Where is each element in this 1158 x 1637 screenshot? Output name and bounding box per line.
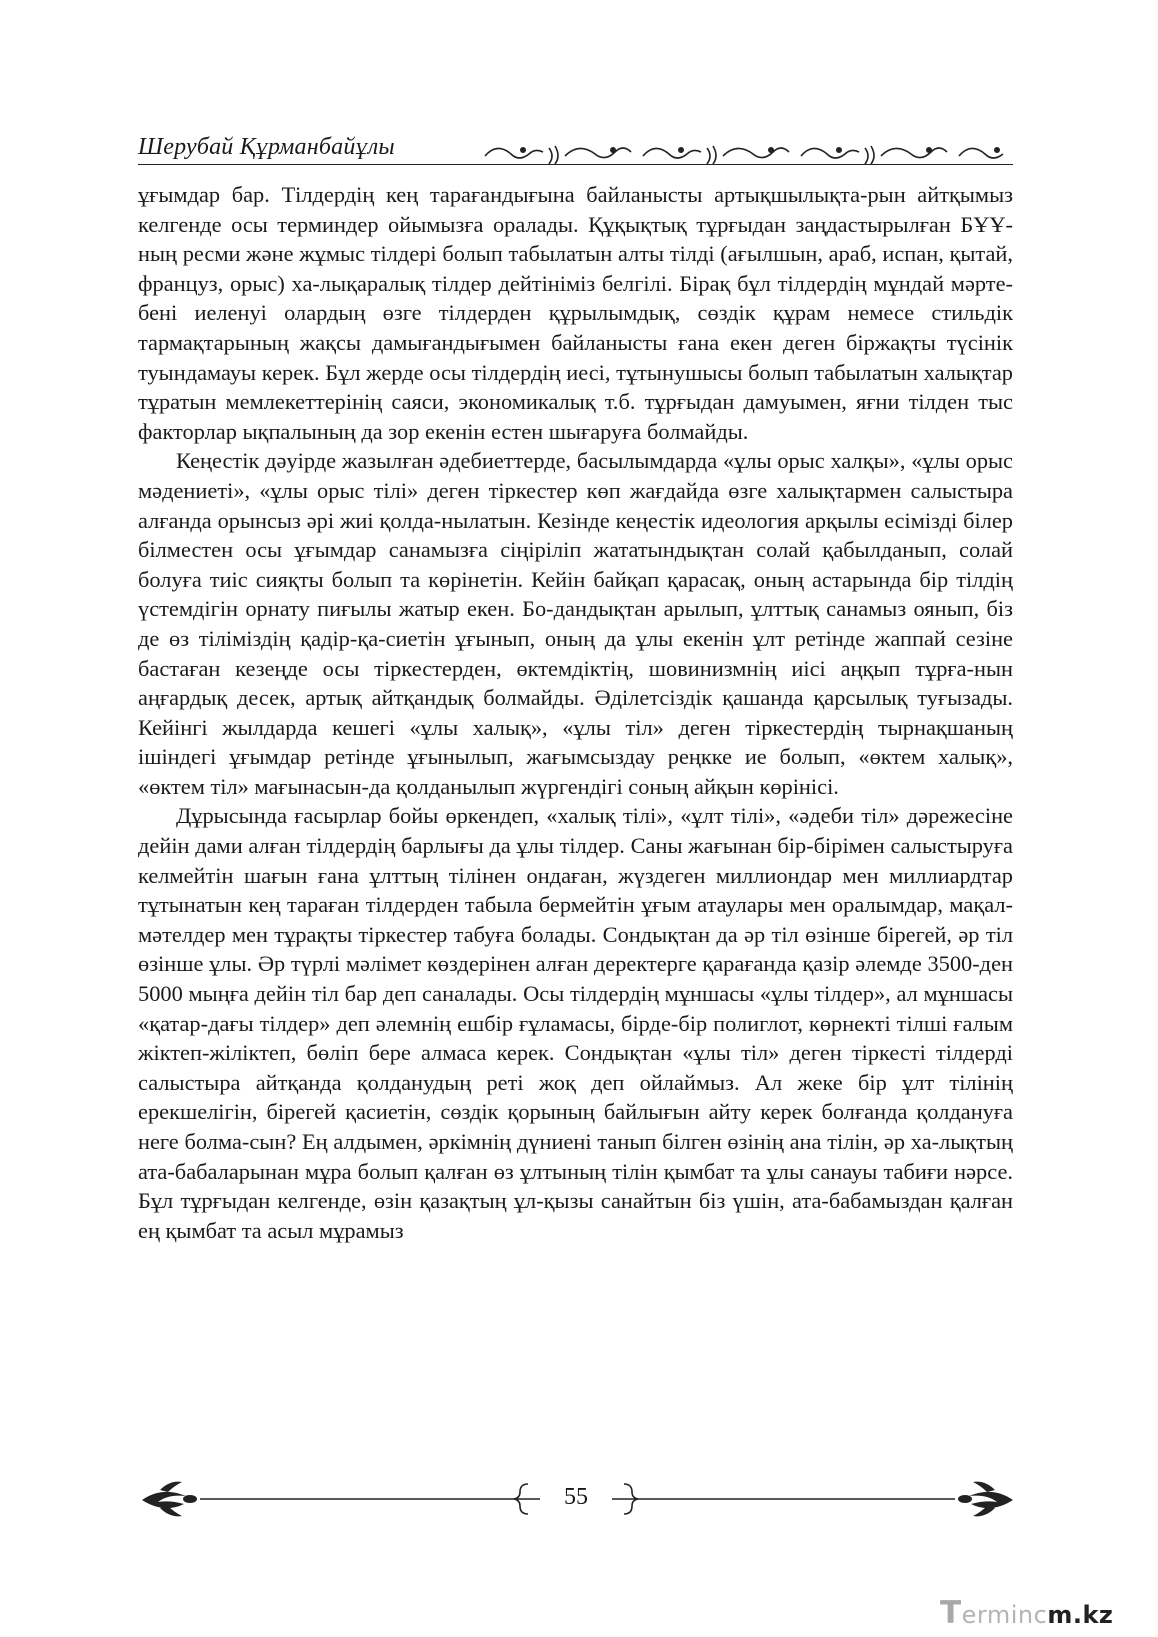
paragraph-2: Кеңестік дәуірде жазылған әдебиеттерде, басылымдарда «ұлы орыс халқы», «ұлы орыс мәдениеті», «ұлы орыс тілі» деген тіркестер көп жағдайда өзге халықтармен салыстыра алғанда орынсыз әрі жиі қолда-нылатын. Кезінде кеңестік идеология арқылы есімізді білер білместен осы ұғымдар санамызға сіңіріліп жататындықтан солай қабылданып, солай болуға тиіс сияқты болып та көрінетін. Кейін байқап қарасақ, оның астарында бір тілдің үстемдігін орнату пиғылы жатыр екен. Бо-дандықтан арылып, ұлттық санамыз оянып, біз де өз тіліміздің қадір-қа-сиетін ұғынып, оның да ұлы екенін ұлт ретінде жаппай сезіне бастаған кезеңде осы тіркестерден, өктемдіктің, шовинизмнің иісі аңқып тұрға-нын аңғардық десек, артық айтқандық болмайды. Әділетсіздік қашанда қарсылық туғызады. Кейінгі жылдарда кешегі «ұлы халық», «ұлы тіл» деген тіркестердің тырнақшаның ішіндегі ұғымдар ретінде ұғынылып, жағымсыздау реңкке ие болып, «өктем халық», «өктем тіл» мағынасын-да қолданылып жүргендігі соның айқын көрінісі. — [138, 448, 1013, 799]
watermark-part1: erminc — [961, 1601, 1048, 1629]
paragraph-1: ұғымдар бар. Тілдердің кең тарағандығына байланысты артықшылықта-рын айтқымыз келгенде осы терминдер ойымызға оралады. Құқықтық тұрғыдан заңдастырылған БҰҰ-ның ресми және жұмыс тілдері болып табылатын алты тілді (ағылшын, араб, испан, қытай, француз, орыс) ха-лықаралық тілдер дейтініміз белгілі. Бірақ бұл тілдердің мұндай мәрте-бені иеленуі олардың өзге тілдерден құрылымдық, сөздік құрам немесе стильдік тармақтарының жақсы дамығандығымен байланысты ғана екен деген біржақты түсінік туындамауы керек. Бұл жерде осы тілдердің иесі, тұтынушысы болып табылатын халықтар тұратын мемлекеттерінің саяси, экономикалық т.б. тұрғыдан дамуымен, яғни тілден тыс факторлар ықпалының да зор екенін естен шығаруға болмайды. — [138, 182, 1013, 444]
watermark — [940, 1595, 1113, 1631]
page-number: 55 — [540, 1484, 612, 1511]
page-footer — [140, 1478, 1015, 1520]
author-name: Шерубай Құрманбайұлы — [138, 134, 395, 160]
paragraph-3: Дұрысында ғасырлар бойы өркендеп, «халық тілі», «ұлт тілі», «әдеби тіл» дәрежесіне дейін дами алған тілдердің барлығы да ұлы тілдер. Саны жағынан бір-бірімен салыстыруға келмейтін шағын ғана ұлттың тілінен ондаған, жүздеген миллиондар мен миллиардтар тұтынатын кең тараған тілдерден табыла бермейтін ұғым атаулары мен оралымдар, мақал-мәтелдер мен тұрақты тіркестер табуға болады. Сондықтан да әр тіл өзінше бірегей, әр тіл өзінше ұлы. Әр түрлі мәлімет көздерінен алған деректерге қарағанда қазір әлемде 3500-ден 5000 мыңға дейін тіл бар деп саналады. Осы тілдердің мұншасы «ұлы тілдер», ал мұншасы «қатар-дағы тілдер» деп әлемнің ешбір ғұламасы, бірде-бір полиглот, көрнекті тілші ғалым жіктеп-жіліктеп, бөліп бере алмаса керек. Сондықтан «ұлы тіл» деген тіркесті тілдерді салыстыра айтқанда қолданудың реті жоқ деп ойлаймыз. Ал жеке бір ұлт тілінің ерекшелігін, бірегей қасиетін, сөздік қорының байлығын айту керек болғанда қолдануға неге болма-сын? Ең алдымен, әркімнің дүниені танып білген өзінің ана тілін, әр ха-лықтың ата-бабаларынан мұра болып қалған өз ұлтының тілін қымбат та ұлы санауы табиғи нәрсе. Бұл тұрғыдан келгенде, өзін қазақтың ұл-қызы санайтын біз үшін, ата-бабамыздан қалған ең қымбат та асыл мұрамыз — [138, 803, 1013, 1243]
watermark-prefix: T — [940, 1595, 962, 1631]
running-header — [138, 132, 1013, 172]
header-rule — [138, 164, 1013, 165]
header-ornament-icon — [483, 138, 1013, 166]
body-text — [138, 180, 1013, 1245]
watermark-part2: m.kz — [1047, 1601, 1114, 1629]
